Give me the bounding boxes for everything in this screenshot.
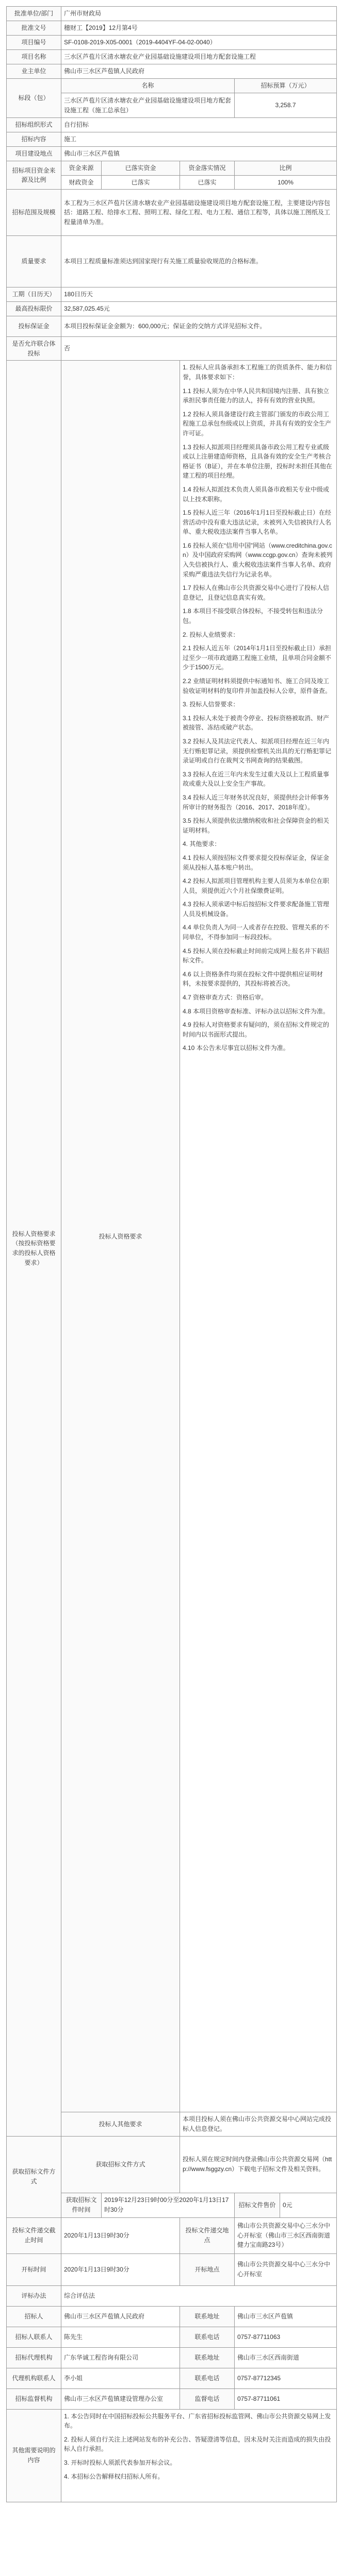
qualification-other-label: 投标人其他要求	[61, 2112, 180, 2136]
contact-label2-1: 联系电话	[180, 2327, 235, 2347]
doc-fee-label: 招标文件售价	[235, 2193, 280, 2217]
qualification-item: 1.1 投标人须为在中华人民共和国境内注册、具有独立承担民事责任能力的法人，持有有效的营业执照。	[183, 387, 330, 404]
label-4: 业主单位	[7, 64, 61, 79]
qualification-item: 4.1 投标人须按招标文件要求提交投标保证金，保证金须从投标人基本账户转出。	[183, 854, 330, 871]
bid-bond-label: 投标保证金	[7, 316, 61, 337]
contact-label-4: 招标监督机构	[7, 2388, 61, 2409]
contact-label2-3: 联系电话	[180, 2368, 235, 2388]
bid-name-0: 三水区芦苞片区清水塘农业产业园基础设施建设项目地方配套设施工程（施工总承包）	[61, 93, 235, 118]
bid-budget-header: 招标预算（万元）	[235, 79, 337, 93]
submit-label: 投标文件递交截止时间	[7, 2217, 61, 2253]
value-1: 穗财工【2019】12月第4号	[61, 21, 337, 36]
value-3: 三水区芦苞片区清水塘农业产业园基础设施建设项目地方配套设施工程	[61, 50, 337, 64]
evaluation-label: 评标办法	[7, 2285, 61, 2306]
qualification-item: 4. 其他要求：	[183, 840, 221, 848]
qualification-item: 4.4 单位负责人为同一人或者存在控股、管理关系的不同单位，不得参加同一标段投标。	[183, 924, 330, 941]
qualification-item: 4.9 投标人对资格要求有疑问的，须在招标文件规定的时间内以书面形式提出。	[183, 1021, 330, 1038]
quality-label: 质量要求	[7, 236, 61, 287]
qualification-item: 3. 投标人信誉要求：	[183, 701, 239, 708]
qualification-item: 1.4 投标人拟派技术负责人须具备市政相关专业中级或以上技术职称。	[183, 485, 330, 503]
contact-value-3: 李小姐	[61, 2368, 180, 2388]
doc-obtain-label: 获取招标文件方式	[7, 2136, 61, 2217]
row-label-2: 项目建设地点	[7, 147, 61, 161]
opening-place-value: 佛山市公共资源交易中心三水分中心开标室	[235, 2253, 337, 2285]
doc-method-label: 获取招标文件方式	[61, 2136, 180, 2193]
evaluation-value: 综合评估法	[61, 2285, 337, 2306]
contact-label2-0: 联系地址	[180, 2306, 235, 2327]
funding-header-0: 资金来源	[61, 161, 102, 176]
qualification-item: 1. 投标人应具备承担本工程施工的资质条件、能力和信誉，具体要求如下：	[183, 364, 332, 381]
funding-cell-3: 100%	[235, 175, 337, 190]
qualification-item: 3.4 投标人近三年财务状况良好，须提供经会计师事务所审计的财务报告（2016、2017、2018年度）。	[183, 793, 330, 811]
notes-item: 3. 开标时投标人须派代表参加开标会议。	[64, 2459, 176, 2466]
notes-list	[61, 2409, 337, 2502]
qualification-item: 4.2 投标人拟派项目管理机构主要人员须为本单位在职人员，须提供近六个月社保缴费证明。	[183, 877, 330, 894]
qualification-item: 3.5 投标人须提供依法缴纳税收和社会保障资金的相关证明材料。	[183, 817, 330, 834]
contact-value-4: 佛山市三水区芦苞镇建设管理办公室	[61, 2388, 180, 2409]
submit-place-label: 投标文件递交地点	[180, 2217, 235, 2253]
contact-label-3: 代理机构联系人	[7, 2368, 61, 2388]
contact-label2-2: 联系地址	[180, 2347, 235, 2368]
opening-place-label: 开标地点	[180, 2253, 235, 2285]
qualification-item: 1.2 投标人须具备建设行政主管部门颁发的市政公用工程施工总承包叁级或以上资质，并具有有效的安全生产许可证。	[183, 410, 332, 437]
funding-header-1: 已落实资金	[102, 161, 180, 176]
qualification-item: 4.5 投标人须在投标截止时间前完成网上报名并下载招标文件。	[183, 947, 330, 964]
bid-section-label: 标段（包）	[7, 79, 61, 118]
row-value-0: 自行招标	[61, 118, 337, 132]
funding-header-2: 资金落实情况	[180, 161, 235, 176]
contact-value2-1: 0757-87711063	[235, 2327, 337, 2347]
contact-value2-0: 佛山市三水区芦苞镇	[235, 2306, 337, 2327]
label-2: 项目编号	[7, 36, 61, 50]
qualification-item: 3.1 投标人未处于被责令停业、投标资格被取消、财产被接管、冻结或破产状态。	[183, 714, 330, 732]
row-label-1: 招标内容	[7, 132, 61, 147]
qualification-item: 1.5 投标人近三年（2016年1月1日至投标截止日）在经营活动中没有重大违法记录，未被列入失信被执行人名单、重大税收违法案件当事人名单。	[183, 509, 332, 536]
funding-cell-2: 已落实	[180, 175, 235, 190]
doc-time-label: 获取招标文件时间	[61, 2193, 102, 2217]
funding-cell-0: 财政资金	[61, 175, 102, 190]
row-value-1: 施工	[61, 132, 337, 147]
doc-time-value: 2019年12月23日9时00分至2020年1月13日17时30分	[102, 2193, 235, 2217]
submit-place-value: 佛山市公共资源交易中心三水分中心开标室（佛山市三水区西南街道健力宝南路23号）	[235, 2217, 337, 2253]
bid-budget-0: 3,258.7	[235, 93, 337, 118]
joint-bid-label: 是否允许联合体投标	[7, 337, 61, 361]
qualification-list	[180, 361, 337, 2112]
max-price-label: 最高投标限价	[7, 302, 61, 316]
doc-fee-value: 0元	[280, 2193, 337, 2217]
opening-label: 开标时间	[7, 2253, 61, 2285]
qualification-item: 1.7 投标人在佛山市公共资源交易中心进行了投标人信息登记，且登记信息真实有效。	[183, 584, 330, 601]
notes-item: 2. 投标人须自行关注上述网站发布的补充公告、答疑澄清等信息，因未及时关注而造成的损失由投标人自行承担。	[64, 2435, 331, 2453]
qualification-item: 1.8 本项目不接受联合体投标，不接受转包和违法分包。	[183, 607, 323, 625]
scope-text: 本工程为三水区芦苞片区清水塘农业产业园基础设施建设项目地方配套设施工程，主要建设内容包括：道路工程、给排水工程、照明工程、绿化工程、电力工程、通信工程等，具体以施工图纸及工程量清单为准。	[61, 190, 337, 236]
submit-value: 2020年1月13日9时30分	[61, 2217, 180, 2253]
qualification-item: 1.3 投标人拟派项目经理须具备市政公用工程专业贰级或以上注册建造师资格，且具备有效的安全生产考核合格证书（B证），并在本单位注册，投标时未担任其他在建工程的项目经理。	[183, 443, 333, 480]
contact-value2-4: 0757-87711061	[235, 2388, 337, 2409]
qualification-item: 4.10 本公告未尽事宜以招标文件为准。	[183, 1044, 289, 1052]
qualification-item: 4.7 资格审查方式：资格后审。	[183, 994, 268, 1002]
contact-label2-4: 监督电话	[180, 2388, 235, 2409]
label-0: 批准单位/部门	[7, 7, 61, 21]
scope-label: 招标范围及规模	[7, 190, 61, 236]
qualification-item: 4.3 投标人须承诺中标后按招标文件要求配备施工管理人员及机械设备。	[183, 901, 330, 918]
quality-text: 本项目工程质量标准须达到国家现行有关施工质量验收规范的合格标准。	[61, 236, 337, 287]
funding-cell-1: 已落实	[102, 175, 180, 190]
qualification-item: 1.6 投标人须在“信用中国”网站（www.creditchina.gov.cn）及中国政府采购网（www.ccgp.gov.cn）查询未被列入失信被执行人、重大税收违法案件当事人名单、政府采购严重违法失信行为记录名单。	[183, 541, 333, 578]
funding-header-3: 比例	[235, 161, 337, 176]
qualification-item: 2.2 业绩证明材料须提供中标通知书、施工合同及竣工验收证明材料的复印件并加盖投标人公章，原件备查。	[183, 677, 332, 694]
contact-value2-2: 佛山市三水区西南街道	[235, 2347, 337, 2368]
contact-value-1: 陈先生	[61, 2327, 180, 2347]
qualification-item: 4.6 以上资格条件均须在投标文件中提供相应证明材料，未按要求提供的，其投标将被否决。	[183, 970, 323, 988]
opening-value: 2020年1月13日9时30分	[61, 2253, 180, 2285]
contact-value-0: 佛山市三水区芦苞镇人民政府	[61, 2306, 180, 2327]
qualification-label: 投标人资格要求（按投标资格要求的投标人资格要求）	[7, 361, 61, 2136]
duration-value: 180日历天	[61, 287, 337, 302]
qualification-item: 3.2 投标人及其法定代表人、拟派项目经理在近三年内无行贿犯罪记录，须提供检察机关出具的无行贿犯罪记录证明或自行在裁判文书网查询的结果截图。	[183, 737, 332, 765]
notes-label: 其他需要说明的内容	[7, 2409, 61, 2502]
contact-label-2: 招标代理机构	[7, 2347, 61, 2368]
qualification-item: 2. 投标人业绩要求：	[183, 631, 239, 638]
doc-method-value: 投标人须在规定时间内登录佛山市公共资源交易网（http://www.fsggzy.cn）下载电子招标文件及相关资料。	[180, 2136, 337, 2193]
qualification-other-value: 本项目投标人须在佛山市公共资源交易中心网站完成投标人信息登记。	[180, 2112, 337, 2136]
max-price-value: 32,587,025.45元	[61, 302, 337, 316]
bid-bond-value: 本项目投标保证金金额为：600,000元；保证金的交纳方式详见招标文件。	[61, 316, 337, 337]
funding-label: 招标项目资金来源及比例	[7, 161, 61, 190]
label-3: 项目名称	[7, 50, 61, 64]
row-label-0: 招标组织形式	[7, 118, 61, 132]
notes-item: 4. 本招标公告解释权归招标人所有。	[64, 2472, 164, 2480]
label-1: 批准文号	[7, 21, 61, 36]
contact-label-1: 招标人联系人	[7, 2327, 61, 2347]
row-value-2: 佛山市三水区芦苞镇	[61, 147, 337, 161]
contact-label-0: 招标人	[7, 2306, 61, 2327]
notes-item: 1. 本公告同时在中国招标投标公共服务平台、广东省招标投标监管网、佛山市公共资源交易网上发布。	[64, 2412, 331, 2430]
tender-info-table	[6, 6, 337, 2502]
bid-name-header: 名称	[61, 79, 235, 93]
value-2: SF-0108-2019-X05-0001（2019-4404YF-04-02-0040）	[61, 36, 337, 50]
qualification-item: 3.3 投标人在近三年内未发生过重大及以上工程质量事故或重大及以上安全生产事故。	[183, 770, 330, 788]
contact-value-2: 广东华诚工程咨询有限公司	[61, 2347, 180, 2368]
qualification-item: 2.1 投标人近五年（2014年1月1日至投标截止日）承担过至少一项市政道路工程施工业绩，且单项合同金额不少于1500万元。	[183, 645, 332, 671]
value-0: 广州市财政局	[61, 7, 337, 21]
joint-bid-value: 否	[61, 337, 337, 361]
duration-label: 工期（日历天）	[7, 287, 61, 302]
qualification-inner-label: 投标人资格要求	[61, 361, 180, 2112]
contact-value2-3: 0757-87712345	[235, 2368, 337, 2388]
qualification-item: 4.8 本项目资格审查标准、评标办法以招标文件为准。	[183, 1007, 330, 1015]
value-4: 佛山市三水区芦苞镇人民政府	[61, 64, 337, 79]
